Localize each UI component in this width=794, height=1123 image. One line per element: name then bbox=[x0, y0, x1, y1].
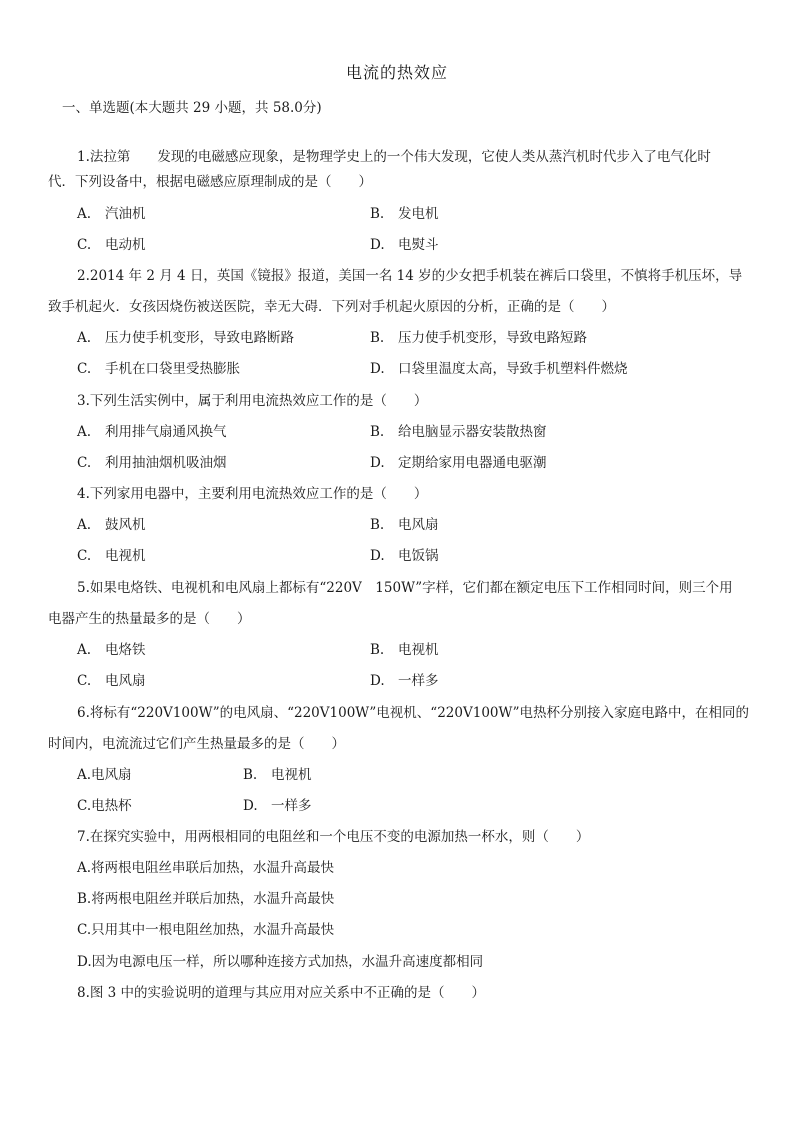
question-3-text: 3.下列生活实例中，属于利用电流热效应工作的是（ ） bbox=[77, 393, 428, 409]
option-c: C. 电风扇 bbox=[77, 673, 146, 689]
option-c: C.电热杯 bbox=[77, 798, 132, 814]
option-d: D. 定期给家用电器通电驱潮 bbox=[370, 455, 547, 471]
question-6-text: 6.将标有“220V100W”的电风扇、“220V100W”电视机、“220V100W”电热杯分别接入家庭电路中，在相同的 bbox=[77, 705, 750, 721]
option-d: D. 一样多 bbox=[243, 798, 312, 814]
option-b: B. 压力使手机变形，导致电路短路 bbox=[370, 330, 587, 346]
option-c: C. 手机在口袋里受热膨胀 bbox=[77, 361, 240, 377]
option-d: D.因为电源电压一样，所以哪种连接方式加热，水温升高速度都相同 bbox=[77, 954, 484, 970]
option-c: C. 电动机 bbox=[77, 237, 146, 253]
question-6-text-cont: 时间内，电流流过它们产生热量最多的是（ ） bbox=[48, 736, 345, 752]
option-a: A. 汽油机 bbox=[77, 206, 146, 222]
option-c: C. 电视机 bbox=[77, 548, 146, 564]
option-b: B.将两根电阻丝并联后加热，水温升高最快 bbox=[77, 891, 335, 907]
option-a: A.将两根电阻丝串联后加热，水温升高最快 bbox=[77, 860, 335, 876]
question-1-text: 1.法拉第 发现的电磁感应现象，是物理学史上的一个伟大发现，它使人类从蒸汽机时代步入了电气化时 bbox=[77, 149, 711, 165]
option-d: D. 一样多 bbox=[370, 673, 439, 689]
option-a: A. 压力使手机变形，导致电路断路 bbox=[77, 330, 294, 346]
option-c: C.只用其中一根电阻丝加热，水温升高最快 bbox=[77, 922, 335, 938]
option-d: D. 电熨斗 bbox=[370, 237, 439, 253]
question-2-text: 2.2014 年 2 月 4 日，英国《镜报》报道，美国一名 14 岁的少女把手机装在裤后口袋里，不慎将手机压坏，导 bbox=[77, 268, 743, 284]
question-5-text-cont: 电器产生的热量最多的是（ ） bbox=[48, 611, 251, 627]
question-7-text: 7.在探究实验中，用两根相同的电阻丝和一个电压不变的电源加热一杯水，则（ ） bbox=[77, 829, 590, 845]
page-title: 电流的热效应 bbox=[345, 63, 448, 82]
question-2-text-cont: 致手机起火．女孩因烧伤被送医院，幸无大碍．下列对手机起火原因的分析，正确的是（ ） bbox=[48, 299, 615, 315]
question-5-text: 5.如果电烙铁、电视机和电风扇上都标有“220V 150W”字样，它们都在额定电压下工作相同时间，则三个用 bbox=[77, 580, 733, 596]
option-c: C. 利用抽油烟机吸油烟 bbox=[77, 455, 227, 471]
option-d: D. 电饭锅 bbox=[370, 548, 439, 564]
option-b: B. 电视机 bbox=[243, 767, 312, 783]
question-1-text-cont: 代．下列设备中，根据电磁感应原理制成的是（ ） bbox=[48, 174, 372, 190]
option-a: A. 电烙铁 bbox=[77, 642, 146, 658]
option-a: A. 利用排气扇通风换气 bbox=[77, 424, 227, 440]
option-a: A. 鼓风机 bbox=[77, 517, 146, 533]
option-b: B. 电视机 bbox=[370, 642, 439, 658]
question-4-text: 4.下列家用电器中，主要利用电流热效应工作的是（ ） bbox=[77, 486, 428, 502]
option-b: B. 给电脑显示器安装散热窗 bbox=[370, 424, 547, 440]
option-d: D. 口袋里温度太高，导致手机塑料件燃烧 bbox=[370, 361, 628, 377]
option-a: A.电风扇 bbox=[77, 767, 132, 783]
option-b: B. 电风扇 bbox=[370, 517, 439, 533]
question-8-text: 8.图 3 中的实验说明的道理与其应用对应关系中不正确的是（ ） bbox=[77, 985, 486, 1001]
option-b: B. 发电机 bbox=[370, 206, 439, 222]
section-heading: 一、单选题(本大题共 29 小题，共 58.0分) bbox=[62, 100, 322, 116]
